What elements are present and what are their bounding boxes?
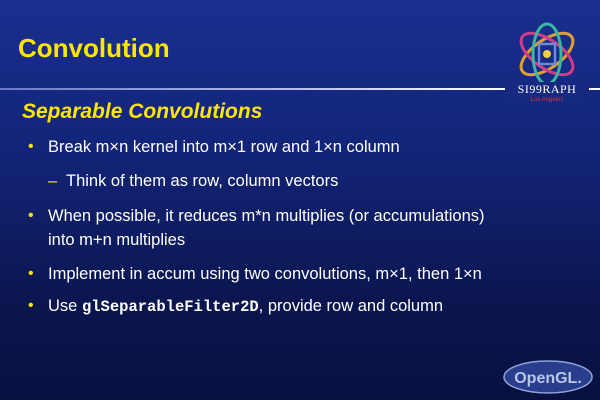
- slide-title: Convolution: [18, 33, 170, 63]
- title-rule: [0, 88, 506, 90]
- bullet-text-post: , provide row and column: [258, 297, 444, 315]
- bullet-text: When possible, it reduces m*n multiplies (or accumulations): [48, 207, 485, 225]
- bullet-dot-icon: •: [28, 207, 34, 224]
- bullet-text-pre: Use: [48, 297, 82, 315]
- function-name-code: glSeparableFilter2D: [81, 298, 259, 316]
- sub-bullet-text: Think of them as row, column vectors: [66, 172, 339, 190]
- dash-icon: –: [48, 172, 58, 190]
- bullet-dot-icon: •: [28, 138, 34, 155]
- siggraph-location: Los Angeles: [530, 97, 564, 103]
- bullet-text: Implement in accum using two convolutions, m×1, then 1×n: [48, 265, 482, 283]
- bullet-text: [48, 295, 588, 318]
- bullet-text: Break m×n kernel into m×1 row and 1×n column: [48, 138, 400, 156]
- opengl-wordmark: OpenGL.: [514, 370, 582, 387]
- siggraph-logo: [502, 10, 598, 120]
- bullet-dot-icon: •: [28, 265, 34, 282]
- bullet-text: into m+n multiplies: [48, 231, 186, 249]
- siggraph-wordmark: SI99RAPH: [505, 82, 589, 97]
- opengl-logo: [502, 359, 594, 395]
- slide-subtitle: Separable Convolutions: [22, 100, 263, 123]
- bullet-dot-icon: •: [28, 297, 34, 314]
